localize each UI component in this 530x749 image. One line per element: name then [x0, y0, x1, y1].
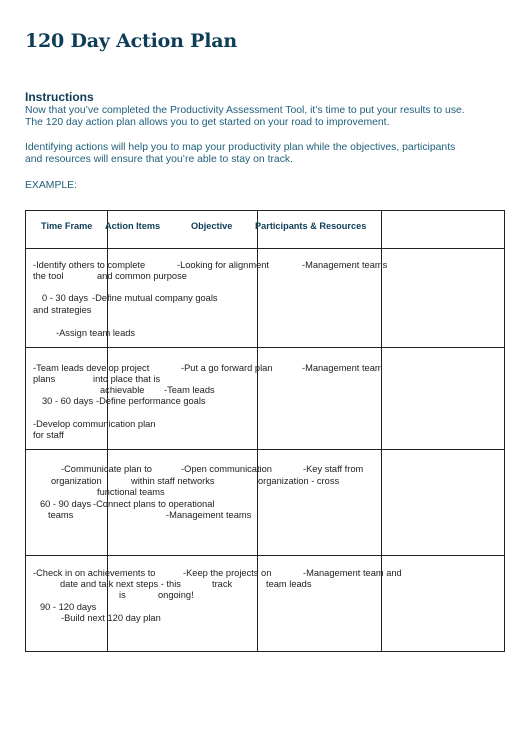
row2-action-communication-line2: for staff [33, 430, 64, 440]
instructions-paragraph-1-line-2: The 120 day action plan allows you to get started on your road to improvement. [25, 117, 390, 128]
row1-action-define-goals-line1: -Define mutual company goals [92, 293, 218, 303]
row4-action-check-in-line2: date and talk next steps - this [60, 579, 181, 589]
row3-action-connect-line2: teams [48, 510, 74, 520]
row3-participants-key-staff-line2: organization - cross [258, 476, 340, 486]
instructions-paragraph-1-line-1: Now that you’ve completed the Productivity Assessment Tool, it’s time to put your results to use. [25, 105, 465, 116]
row1-action-define-goals-line2: and strategies [33, 305, 92, 315]
instructions-paragraph-1 [25, 105, 495, 129]
row3-time-frame: 60 - 90 days [40, 499, 92, 509]
row1-action-identify-line1: -Identify others to complete [33, 260, 146, 270]
row4-participants-line1: -Management team and [303, 568, 402, 578]
header-objective: Objective [191, 221, 233, 231]
row3-objective-line3: functional teams [97, 487, 165, 497]
instructions-paragraph-2-line-1: Identifying actions will help you to map your productivity plan while the objectives, participants [25, 142, 456, 153]
row-divider [25, 555, 505, 556]
row2-action-team-leads-line2: plans [33, 374, 56, 384]
instructions-paragraph-2 [25, 142, 495, 166]
row4-time-frame: 90 - 120 days [40, 602, 97, 612]
row2-action-communication-line1: -Develop communication plan [33, 419, 156, 429]
page-title: 120 Day Action Plan [25, 30, 237, 52]
row1-action-identify-line2: the tool [33, 271, 64, 281]
row3-participants-key-staff-line1: -Key staff from [303, 464, 364, 474]
row4-action-check-in-line1: -Check in on achievements to [33, 568, 156, 578]
row3-objective-line1: -Open communication [181, 464, 272, 474]
row4-action-check-in-line3: is [119, 590, 126, 600]
row4-objective-line2: track [212, 579, 233, 589]
row4-objective-ongoing: ongoing! [158, 590, 194, 600]
column-divider [257, 210, 258, 652]
instructions-heading: Instructions [25, 90, 94, 104]
row-divider [25, 347, 505, 348]
row3-action-communicate-line1: -Communicate plan to [61, 464, 152, 474]
header-action-items: Action Items [105, 221, 161, 231]
row2-action-team-leads-line1: -Team leads develop project [33, 363, 150, 373]
row1-action-assign-leads: -Assign team leads [56, 328, 136, 338]
row3-participants-management: -Management teams [166, 510, 252, 520]
row2-action-performance-goals: -Define performance goals [96, 396, 206, 406]
instructions-paragraph-2-line-2: and resources will ensure that you’re able to stay on track. [25, 154, 293, 165]
row2-participants-management: -Management team [302, 363, 383, 373]
row1-objective: -Looking for alignment [177, 260, 269, 270]
row-divider [25, 449, 505, 450]
row4-action-build-plan: -Build next 120 day plan [61, 613, 161, 623]
example-label: EXAMPLE: [25, 180, 77, 191]
header-time-frame: Time Frame [41, 221, 93, 231]
row1-time-frame: 0 - 30 days [42, 293, 88, 303]
row2-objective-line2: into place that is [93, 374, 161, 384]
row2-objective-line3: achievable [100, 385, 145, 395]
row1-participants: -Management teams [302, 260, 388, 270]
row2-participants-team-leads: -Team leads [164, 385, 215, 395]
row3-action-communicate-line2: organization [51, 476, 102, 486]
row1-objective-line2: and common purpose [97, 271, 187, 281]
row4-objective-line1: -Keep the projects on [183, 568, 272, 578]
row2-time-frame: 30 - 60 days [42, 396, 94, 406]
row4-participants-line2: team leads [266, 579, 312, 589]
row-divider [25, 248, 505, 249]
column-divider [381, 210, 382, 652]
row3-objective-line2: within staff networks [131, 476, 215, 486]
row3-action-connect-line1: -Connect plans to operational [93, 499, 215, 509]
row2-objective-line1: -Put a go forward plan [181, 363, 273, 373]
header-participants-resources: Participants & Resources [255, 221, 367, 231]
action-plan-table [25, 210, 505, 652]
